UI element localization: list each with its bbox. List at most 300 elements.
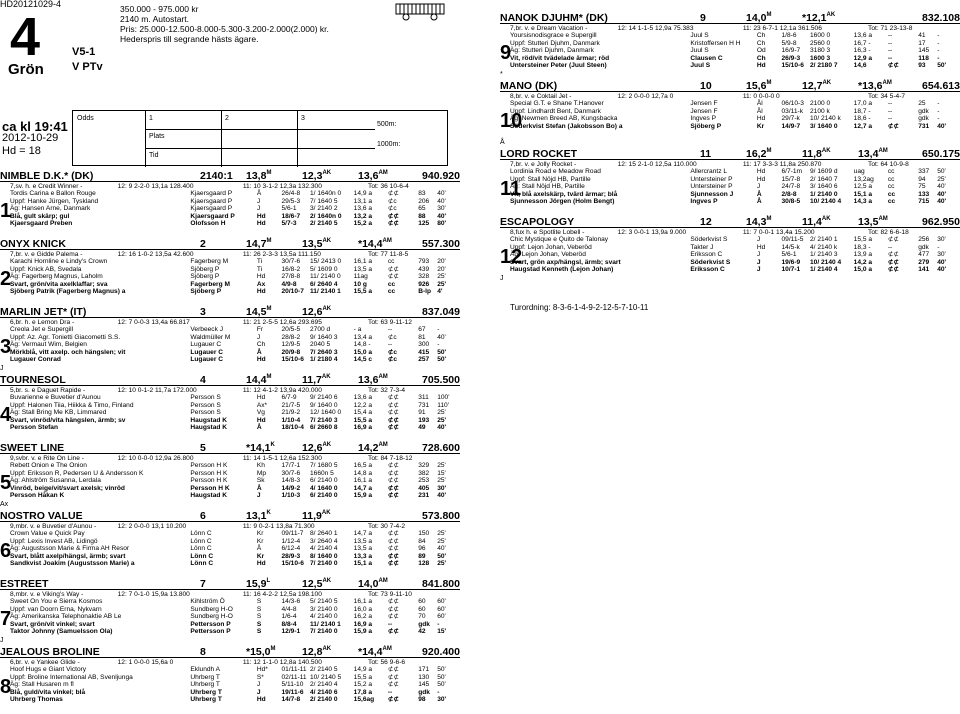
- start-cell: Eriksson C: [690, 251, 723, 259]
- start-cell: --: [887, 100, 893, 108]
- start-cell: Ingves P: [690, 115, 717, 123]
- start-cell: -: [937, 47, 940, 55]
- start-cell: ⊄c: [387, 205, 397, 213]
- start-cell: 26/4-8: [281, 190, 301, 198]
- start-cell: 1/ 2140 4: [810, 266, 838, 274]
- horse-ax: J: [500, 275, 504, 282]
- start-cell: 731: [418, 401, 430, 409]
- start-cell: 20': [437, 265, 446, 273]
- start-cell: --: [887, 107, 893, 115]
- horse-record-3: 13,6AM: [358, 169, 388, 182]
- start-cell: 40': [937, 258, 947, 266]
- doc-id: HD20121029-4: [0, 0, 62, 9]
- start-row: [510, 191, 960, 198]
- start-cell: Creola Jet e Supergill: [10, 326, 74, 334]
- start-cell: cc: [887, 183, 895, 191]
- start-cell: 14/9-2: [281, 484, 301, 492]
- start-cell: 09/11-7: [281, 530, 304, 538]
- start-cell: 2700 d: [310, 326, 331, 334]
- start-cell: 16/8-2: [281, 265, 301, 273]
- start-cell: Special G.T. e Shane T.Hanover: [510, 100, 604, 108]
- start-row: [10, 613, 460, 620]
- horse-record-2: 11,8AK: [802, 147, 831, 160]
- start-cell: 4/ 2140 0: [310, 613, 338, 621]
- start-cell: 14,3 a: [853, 198, 873, 206]
- start-row: [10, 326, 460, 333]
- pedigree-cell: 11: 17 3-3-3 11,8a 250.870: [742, 161, 822, 168]
- horse-record-1: *15,0M: [246, 645, 276, 658]
- horse-record-2: *12,1AK: [802, 11, 836, 24]
- start-cell: 60': [437, 598, 446, 606]
- start-cell: ⊄⊄: [387, 477, 399, 485]
- start-cell: 50': [437, 673, 446, 681]
- start-cell: Hoof Hugs e Giant Victory: [10, 666, 87, 674]
- horse-record-1: 14,3M: [746, 215, 772, 228]
- horse-rec-label: 3: [200, 305, 206, 318]
- start-cell: Ch: [256, 341, 266, 349]
- start-cell: -: [937, 243, 940, 251]
- start-cell: gdk: [918, 107, 929, 115]
- start-number: 2: [0, 268, 12, 290]
- start-cell: Uppf: Eriksson R, Pedersen U & Andersson K: [10, 469, 144, 477]
- horse-name: MANO (DK): [500, 79, 558, 92]
- horse-pedigree-row: [10, 251, 460, 258]
- start-cell: --: [887, 39, 893, 47]
- horse-rec-label: 11: [700, 147, 712, 160]
- start-cell: 14,2 a: [853, 258, 873, 266]
- start-cell: Hd: [756, 115, 766, 123]
- start-cell: Hd: [256, 356, 266, 364]
- pedigree-cell: 12: 2 0-0-0 12,7a 0: [617, 93, 674, 100]
- start-row: [510, 259, 960, 266]
- start-cell: Sk: [256, 477, 265, 485]
- start-cell: -: [937, 107, 940, 115]
- track-hd: Hd = 18: [2, 145, 41, 157]
- horse-name: MARLIN JET* (IT): [0, 305, 87, 318]
- horse-record-1: 14,4M: [246, 373, 272, 386]
- start-cell: Persson Stefan: [10, 424, 59, 432]
- start-cell: ⊄⊄: [387, 273, 399, 281]
- start-row: [10, 409, 460, 416]
- start-cell: cc: [387, 288, 396, 296]
- start-cell: 13,6 a: [853, 32, 873, 40]
- start-cell: Ch: [756, 32, 766, 40]
- start-cell: 5/9-8: [781, 39, 797, 47]
- start-cell: 50': [437, 348, 447, 356]
- start-cell: 4/4-8: [281, 605, 297, 613]
- pedigree-cell: 11: 12 1-1-0 12,8a 140.500: [242, 659, 322, 666]
- pedigree-cell: Tot: 63 9-11-12: [368, 319, 412, 326]
- start-cell: 15/ 2413 0: [310, 258, 342, 266]
- start-cell: 28/8-2: [281, 333, 301, 341]
- start-cell: -: [937, 54, 940, 62]
- horse-entry: [0, 578, 460, 646]
- start-cell: 49: [418, 424, 426, 432]
- start-cell: Söderkvist S: [690, 236, 728, 244]
- horse-money: 940.920: [422, 169, 460, 182]
- start-cell: ⊄⊄: [387, 212, 399, 220]
- start-cell: 300: [418, 341, 430, 349]
- start-cell: 91: [418, 409, 426, 417]
- start-cell: ⊄⊄: [387, 545, 399, 553]
- start-row: [10, 220, 460, 227]
- start-cell: 2/ 2180 7: [810, 62, 838, 70]
- start-cell: Uhrberg T: [190, 673, 220, 681]
- horse-entry: [0, 238, 460, 306]
- pedigree-cell: 12: 16 1-0-2 13,5a 42.600: [117, 251, 194, 258]
- start-row: [10, 628, 460, 635]
- start-cell: 15/7-8: [781, 175, 801, 183]
- start-cell: 405: [418, 484, 430, 492]
- start-cell: 193: [418, 416, 430, 424]
- horse-record-2: 12,5AK: [302, 577, 332, 590]
- start-cell: 2/ 2140 5: [310, 220, 338, 228]
- start-cell: 17: [918, 39, 926, 47]
- horse-rec-label: 4: [200, 373, 206, 386]
- horse-name: SWEET LINE: [0, 441, 65, 454]
- start-cell: 25': [437, 273, 446, 281]
- start-cell: ⊄⊄: [887, 236, 899, 244]
- start-cell: Allercrantz L: [690, 168, 728, 176]
- horse-details: [10, 183, 460, 227]
- start-cell: 1/10-4: [281, 416, 301, 424]
- start-cell: -: [437, 326, 440, 334]
- start-cell: 15/10-6: [281, 356, 304, 364]
- start-row: [10, 689, 460, 696]
- start-cell: Mörkblå, vitt axelp. och hängslen; vit: [10, 348, 126, 356]
- pedigree-cell: 11: 10 3-1-2 12,3a 132.300: [242, 183, 322, 190]
- start-cell: 25': [437, 409, 446, 417]
- start-cell: 15,5 a: [353, 673, 373, 681]
- start-cell: 60': [437, 605, 446, 613]
- horse-money: 837.049: [422, 305, 460, 318]
- horse-money: 654.613: [922, 79, 960, 92]
- start-cell: 14/9-7: [781, 122, 801, 130]
- start-cell: 14,7 a: [353, 484, 373, 492]
- start-cell: Verbeeck J: [190, 326, 223, 334]
- pedigree-cell: 12: 7 0-1-0 15,9a 13.800: [117, 591, 190, 598]
- start-cell: 1600 0: [810, 32, 831, 40]
- horse-entry: [500, 148, 960, 216]
- start-cell: Äg: Augustsson Marie & Firma AH Resor: [10, 545, 130, 553]
- start-cell: Svart, vinröd/vita hängslen, ärmb; sv: [10, 416, 126, 424]
- start-cell: Äg: Stall Bring Me KB, Limmared: [10, 409, 107, 417]
- horse-details: [510, 229, 960, 273]
- start-cell: Äg: Amerikanska Telephonaktie AB Le: [10, 613, 122, 621]
- start-cell: Kr: [756, 122, 765, 130]
- start-cell: Lugauer Conrad: [10, 356, 61, 364]
- start-cell: Yoursisnodisgrace e Supergill: [510, 32, 597, 40]
- horse-rec-label: 2: [200, 237, 206, 250]
- start-cell: 14,9 a: [353, 190, 373, 198]
- start-cell: Sjunnesson Jörgen (Holm Bengt): [510, 198, 615, 206]
- start-cell: 16,1 a: [353, 477, 373, 485]
- pedigree-cell: 9,mbr. v. e Buvetier d'Aunou -: [10, 523, 97, 530]
- horse-record-1: 13,1K: [246, 509, 271, 522]
- horse-rec-label: 9: [700, 11, 706, 24]
- horse-record-2: 11,7AK: [302, 373, 331, 386]
- start-cell: gdk: [418, 688, 430, 696]
- start-cell: 13,5 a: [353, 265, 373, 273]
- start-cell: 16,1 a: [353, 598, 373, 606]
- start-cell: 7/ 2140 3: [310, 416, 338, 424]
- start-cell: 60': [437, 613, 446, 621]
- start-cell: ⊄⊄: [387, 409, 399, 417]
- start-cell: Uppf: Hanke Jürgen, Tyskland: [10, 197, 99, 205]
- horse-rec-label: 10: [700, 79, 712, 92]
- start-cell: 13,4 a: [353, 333, 373, 341]
- pedigree-cell: 8,mbr. v. e Viking's Way -: [10, 591, 84, 598]
- horse-header: [0, 578, 460, 590]
- start-cell: ⊄⊄: [887, 122, 899, 130]
- horse-ax: Ax: [0, 501, 9, 508]
- horse-header: [500, 80, 960, 92]
- horse-name: ESTREET: [0, 577, 49, 590]
- race-color: Grön: [8, 61, 44, 78]
- start-cell: Kjaersgaard P: [190, 197, 233, 205]
- start-cell: 13,1 a: [353, 197, 373, 205]
- start-cell: Uhrberg T: [190, 688, 222, 696]
- start-cell: 12/ 1640 0: [310, 409, 342, 417]
- start-cell: 80': [437, 220, 447, 228]
- start-cell: 731: [918, 122, 930, 130]
- start-cell: 40': [437, 197, 446, 205]
- start-cell: 2/ 2140 0: [310, 696, 338, 704]
- start-number: 11: [500, 178, 522, 200]
- start-cell: Jensen F: [690, 107, 718, 115]
- horse-details: [510, 93, 960, 130]
- start-cell: Hd: [256, 394, 266, 402]
- horse-rec-label: 6: [200, 509, 206, 522]
- start-cell: 20': [437, 258, 446, 266]
- start-cell: Å: [756, 198, 762, 206]
- pedigree-cell: Tot: 56 9-6-6: [368, 659, 406, 666]
- start-cell: 10/ 2140 k: [810, 115, 841, 123]
- start-cell: Hd: [756, 168, 766, 176]
- start-cell: 256: [918, 236, 930, 244]
- start-cell: 253: [418, 477, 430, 485]
- start-cell: 25': [437, 537, 446, 545]
- horse-details: [10, 455, 460, 499]
- horse-name: JEALOUS BROLINE: [0, 645, 100, 658]
- start-cell: 29/7-k: [781, 115, 800, 123]
- start-cell: Uppf: Knick AB, Svedala: [10, 265, 82, 273]
- start-cell: 15,5 a: [353, 288, 373, 296]
- start-row: [10, 424, 460, 431]
- horse-record-3: *14,4AM: [358, 237, 392, 250]
- start-cell: 24/7-8: [781, 183, 801, 191]
- start-cell: Hd: [756, 175, 766, 183]
- start-cell: Kjaersgaard P: [190, 212, 235, 220]
- start-cell: 15,9 a: [353, 492, 373, 500]
- start-cell: 27/8-8: [281, 273, 301, 281]
- pedigree-cell: Tot: 30 7-4-2: [368, 523, 406, 530]
- start-cell: 30/7-6: [281, 469, 301, 477]
- start-cell: ⊄⊄: [387, 530, 399, 538]
- pedigree-cell: Tot: 73 9-11-10: [368, 591, 412, 598]
- col-3: 3: [301, 115, 305, 122]
- start-cell: 311: [418, 394, 429, 402]
- start-cell: Lönn C: [190, 545, 212, 553]
- start-cell: 15/10-6: [281, 560, 304, 568]
- start-cell: 2/ 2140 5: [310, 666, 338, 674]
- start-cell: 01/11-11: [281, 666, 307, 674]
- start-cell: 03/11-k: [781, 107, 804, 115]
- start-row: [10, 281, 460, 288]
- start-cell: 14,5 c: [353, 356, 373, 364]
- start-cell: 10/ 2140 4: [810, 258, 842, 266]
- start-cell: 30': [937, 236, 946, 244]
- start-row: [510, 32, 960, 39]
- start-cell: 12,5 a: [853, 183, 873, 191]
- race-date: 2012-10-29: [2, 132, 59, 144]
- start-cell: 8/8-4: [281, 620, 297, 628]
- horse-rec-label: 8: [200, 645, 206, 658]
- start-cell: 30/7-6: [281, 258, 301, 266]
- start-cell: 16,2 a: [353, 613, 373, 621]
- start-cell: ⊄⊄: [387, 484, 399, 492]
- start-cell: 25: [918, 100, 926, 108]
- prize-text: 350.000 - 975.000 kr 2140 m. Autostart. Pris: 25.000-12.500-8.000-5.300-3.200-2.000(2.000) kr. Hederspris till segrande hästs ägare.: [120, 4, 329, 44]
- start-row: [10, 190, 460, 197]
- start-cell: 5/6-1: [781, 251, 797, 259]
- start-cell: Uhrberg T: [190, 696, 222, 704]
- start-cell: 1600 3: [810, 54, 831, 62]
- start-cell: 12,9 a: [853, 54, 873, 62]
- start-cell: 145: [418, 681, 430, 689]
- start-row: [10, 560, 460, 567]
- start-cell: Untersteiner Peter (Juul Steen): [510, 62, 607, 70]
- start-cell: 3/ 2140 0: [310, 605, 338, 613]
- start-cell: 1/ 1640n 0: [310, 190, 342, 198]
- start-cell: Chic Mystique e Quito de Talonay: [510, 236, 609, 244]
- start-cell: 4': [437, 288, 443, 296]
- start-cell: Lönn C: [190, 552, 214, 560]
- start-cell: 4/ 2140 6: [310, 688, 338, 696]
- start-cell: ⊄⊄: [387, 696, 399, 704]
- start-cell: Ch: [756, 54, 766, 62]
- start-cell: S*: [256, 673, 264, 681]
- start-cell: 20/5-5: [281, 326, 301, 334]
- start-cell: 5/ 1609 0: [310, 265, 338, 273]
- start-row: [10, 205, 460, 212]
- start-cell: Äg: Stutteri Djuhm, Danmark: [510, 47, 594, 55]
- start-cell: Uppf: Lejon Johan, Veberöd: [510, 243, 592, 251]
- start-row: [510, 236, 960, 243]
- horse-record-2: 11,9AK: [302, 509, 331, 522]
- pedigree-cell: 11: 23 6-7-1 12,1a 361.506: [742, 25, 822, 32]
- start-cell: Uppf: Lexis Invest AB, Lidingö: [10, 537, 98, 545]
- start-cell: Uppf: Halonen Tiia, Hiikka & Timo, Finland: [10, 401, 134, 409]
- pedigree-cell: 11: 7 0-0-1 13,4a 15.200: [742, 229, 815, 236]
- start-cell: Persson H K: [190, 477, 228, 485]
- start-cell: Kjaersgaard P: [190, 190, 233, 198]
- start-cell: 14,8 a: [353, 469, 373, 477]
- start-cell: Sjöberg P: [190, 288, 222, 296]
- start-cell: 13,9 a: [853, 251, 873, 259]
- start-cell: Uppf: Az. Agr. Tonietti Giacometti S.S.: [10, 333, 121, 341]
- horse-ax: J: [0, 637, 4, 644]
- start-cell: Pettersson P: [190, 620, 231, 628]
- start-cell: 14/5-k: [781, 243, 800, 251]
- pedigree-cell: 8,br. v. e Coktail Jet -: [510, 93, 572, 100]
- start-cell: Sjunnesson J: [690, 190, 734, 198]
- start-cell: ⊄⊄: [387, 265, 399, 273]
- start-cell: 50': [937, 168, 946, 176]
- start-cell: 40': [937, 190, 947, 198]
- start-cell: 16,5 a: [353, 462, 373, 470]
- start-cell: 18,3 -: [853, 243, 871, 251]
- start-cell: 09/11-5: [781, 236, 804, 244]
- start-cell: ⊄⊄: [887, 251, 899, 259]
- start-cell: 150: [418, 530, 430, 538]
- start-cell: 2/8-8: [781, 190, 797, 198]
- start-cell: 1/ 2140 3: [810, 251, 838, 259]
- start-cell: J: [756, 251, 761, 259]
- horse-header: [500, 12, 960, 24]
- start-cell: 5/6-1: [281, 205, 297, 213]
- start-cell: 110': [437, 401, 449, 409]
- start-cell: 2100 0: [810, 100, 831, 108]
- start-cell: ⊄⊄: [387, 416, 399, 424]
- start-cell: Jensen F: [690, 100, 718, 108]
- pedigree-cell: 12: 9 2-2-0 13,1a 128.400: [117, 183, 194, 190]
- horse-rec-label: 12: [700, 215, 712, 228]
- start-row: [10, 598, 460, 605]
- start-cell: Juul S: [690, 32, 709, 40]
- start-cell: Eriksson C: [690, 266, 725, 274]
- start-cell: 6/ 2640 4: [310, 280, 338, 288]
- start-cell: Hd: [256, 288, 266, 296]
- horse-record-3: *14,4AM: [358, 645, 392, 658]
- pedigree-cell: 6,br. h. e Lemon Dra -: [10, 319, 75, 326]
- start-cell: 28/9-3: [281, 552, 301, 560]
- start-row: [510, 62, 960, 69]
- start-cell: Svart, grön/vit vinkel; svart: [10, 620, 95, 628]
- pedigree-cell: 12: 14 1-1-5 12,9a 75.383: [617, 25, 694, 32]
- start-cell: --: [887, 115, 893, 123]
- start-cell: 1/12-4: [281, 537, 301, 545]
- start-cell: --: [387, 688, 393, 696]
- start-cell: Lordinia Road e Meadow Road: [510, 168, 601, 176]
- start-cell: 2560 0: [810, 39, 831, 47]
- horse-record-3: 14,0AM: [358, 577, 388, 590]
- start-cell: Haugstad K: [190, 492, 228, 500]
- horse-entry: [500, 12, 960, 80]
- horse-entry: [0, 442, 460, 510]
- horse-record-2: 12,6AK: [302, 441, 332, 454]
- start-cell: 257: [418, 356, 430, 364]
- start-cell: 15,5 a: [353, 416, 373, 424]
- start-row: [10, 485, 460, 492]
- tid-label: Tid: [149, 152, 159, 159]
- start-cell: 128: [418, 560, 430, 568]
- horse-name: NIMBLE D.K.* (DK): [0, 169, 94, 182]
- start-cell: Mp: [256, 469, 266, 477]
- start-cell: 5/7-3: [281, 220, 297, 228]
- start-cell: 25': [437, 477, 446, 485]
- horse-name: NANOK DJUHM* (DK): [500, 11, 608, 24]
- start-cell: --: [387, 341, 393, 349]
- start-cell: ⊄c: [387, 348, 398, 356]
- horse-record-1: *14,1K: [246, 441, 275, 454]
- start-cell: Sundberg H-O: [190, 605, 233, 613]
- start-cell: 84: [418, 537, 426, 545]
- horse-record-2: 12,3AK: [302, 169, 332, 182]
- start-cell: 15/10-6: [781, 62, 804, 70]
- start-cell: Persson S: [190, 401, 221, 409]
- start-cell: ⊄c: [387, 197, 397, 205]
